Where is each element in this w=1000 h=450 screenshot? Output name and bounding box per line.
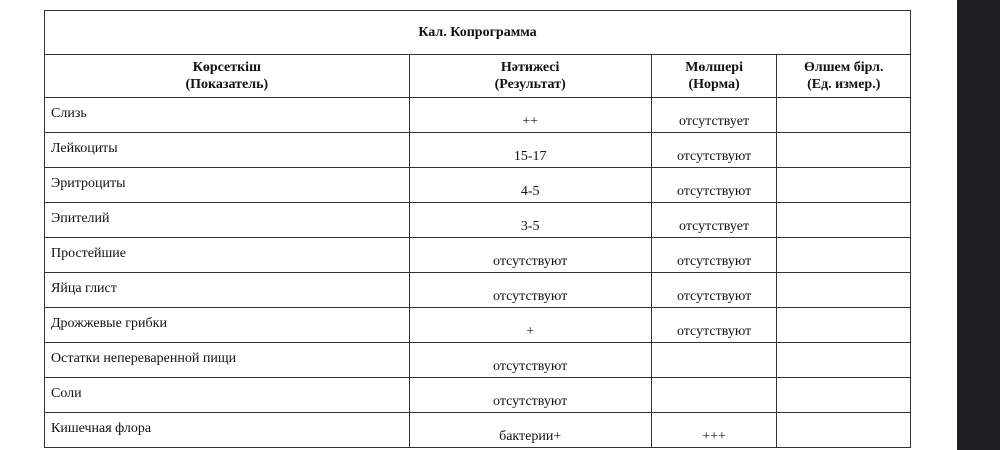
header-line2: (Ед. измер.): [807, 77, 881, 92]
unit-cell: [777, 413, 911, 448]
result-cell: бактерии+: [409, 413, 651, 448]
header-line2: (Результат): [494, 77, 566, 92]
header-line2: (Показатель): [185, 77, 269, 92]
result-cell: ++: [409, 98, 651, 133]
table-row: [45, 168, 911, 203]
norm-cell: [651, 343, 777, 378]
indicator-cell: Дрожжевые грибки: [45, 308, 410, 343]
norm-cell: отсутствуют: [651, 238, 777, 273]
unit-cell: [777, 168, 911, 203]
table-row: [45, 413, 911, 448]
header-line1: Мөлшері: [685, 60, 743, 75]
header-line2: (Норма): [688, 77, 740, 92]
indicator-cell: Эпителий: [45, 203, 410, 238]
result-cell: 3-5: [409, 203, 651, 238]
result-cell: отсутствуют: [409, 273, 651, 308]
header-line1: Нәтижесі: [500, 60, 560, 75]
dark-side-strip: [957, 0, 1000, 450]
header-indicator: [45, 55, 410, 98]
result-cell: отсутствуют: [409, 343, 651, 378]
unit-cell: [777, 378, 911, 413]
indicator-cell: Яйца глист: [45, 273, 410, 308]
table-row: [45, 238, 911, 273]
header-line1: Өлшем бірл.: [803, 60, 884, 75]
table-row: [45, 133, 911, 168]
indicator-cell: Лейкоциты: [45, 133, 410, 168]
header-norm: [651, 55, 777, 98]
table-row: [45, 98, 911, 133]
unit-cell: [777, 238, 911, 273]
norm-cell: отсутствуют: [651, 133, 777, 168]
unit-cell: [777, 273, 911, 308]
unit-cell: [777, 308, 911, 343]
header-unit: [777, 55, 911, 98]
table-row: [45, 343, 911, 378]
indicator-cell: Простейшие: [45, 238, 410, 273]
table-title: Кал. Копрограмма: [45, 11, 911, 55]
unit-cell: [777, 98, 911, 133]
norm-cell: [651, 378, 777, 413]
result-cell: +: [409, 308, 651, 343]
norm-cell: отсутствует: [651, 203, 777, 238]
table-row: [45, 203, 911, 238]
indicator-cell: Слизь: [45, 98, 410, 133]
table-row: [45, 378, 911, 413]
result-cell: 15-17: [409, 133, 651, 168]
indicator-cell: Эритроциты: [45, 168, 410, 203]
table-row: [45, 273, 911, 308]
indicator-cell: Кишечная флора: [45, 413, 410, 448]
unit-cell: [777, 343, 911, 378]
norm-cell: отсутствуют: [651, 273, 777, 308]
result-cell: 4-5: [409, 168, 651, 203]
indicator-cell: Остатки непереваренной пищи: [45, 343, 410, 378]
header-line1: Көрсеткіш: [192, 60, 261, 75]
indicator-cell: Соли: [45, 378, 410, 413]
norm-cell: отсутствует: [651, 98, 777, 133]
coprogram-table: [44, 10, 911, 448]
norm-cell: +++: [651, 413, 777, 448]
norm-cell: отсутствуют: [651, 168, 777, 203]
unit-cell: [777, 203, 911, 238]
header-result: [409, 55, 651, 98]
table-row: [45, 308, 911, 343]
unit-cell: [777, 133, 911, 168]
result-cell: отсутствуют: [409, 378, 651, 413]
result-cell: отсутствуют: [409, 238, 651, 273]
norm-cell: отсутствуют: [651, 308, 777, 343]
